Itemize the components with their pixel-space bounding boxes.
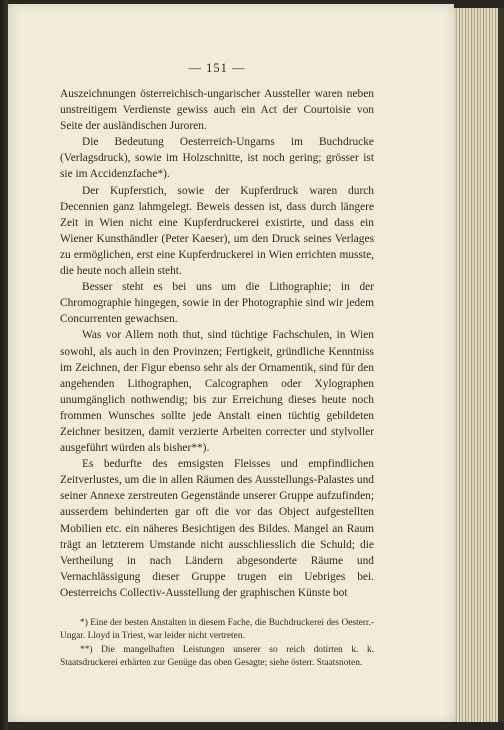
- paragraph: Besser steht es bei uns um die Lithographie; in der Chromographie hingegen, sowie in der Photographie sind wir jedem Concurrenten gewachsen.: [60, 281, 374, 326]
- paragraph: Was vor Allem noth thut, sind tüchtige Fachschulen, in Wien sowohl, als auch in den Provinzen; Fertigkeit, gründliche Kenntniss im Zeichnen, der Figur ebenso sehr als der Ornamentik, sind für den angehenden Lithographen, Calcographen oder Xylographen unumgänglich nothwendig; bis zur Erreichung dieses heute noch frommen Wunsches sollte jede Anstalt einen tüchtig gebildeten Zeichner besitzen, damit verzierte Arbeiten correcter und stylvoller ausgeführt würden als bisher**).: [60, 329, 374, 455]
- paragraph: Die Bedeutung Oesterreich-Ungarns im Buchdrucke (Verlagsdruck), sowie im Holzschnitte, ist noch gering; grösser ist sie im Accidenzfache*).: [60, 136, 374, 181]
- page-edges: [454, 8, 504, 722]
- body-text: [60, 86, 374, 601]
- footnote: **) Die mangelhaften Leistungen unserer so reich dotirten k. k. Staatsdruckerei erhärten zur Genüge das oben Gesagte; siehe österr. Staatsnoten.: [60, 644, 374, 669]
- paragraph: Der Kupferstich, sowie der Kupferdruck waren durch Decennien ganz lahmgelegt. Beweis dessen ist, dass durch längere Zeit in Wien nicht eine Kupferdruckerei existirte, und dass ein Wiener Kunsthändler (Peter Kaeser), um den Druck seines Verlages zu ermöglichen, erst eine Kupferdruckerei in Wien errichten musste, die heute noch allein steht.: [60, 184, 374, 278]
- paragraph: Es bedurfte des emsigsten Fleisses und empfindlichen Zeitverlustes, um die in allen Räumen des Ausstellungs-Palastes und seiner Annexe zerstreuten Gegenstände unserer Gruppe aufzufinden; ausserdem behinderten gar oft die vor das Object aufgestellten Mobilien etc. ein näheres Besichtigen des Bildes. Mangel an Raum trägt an letzterem Umstande nicht ausschliesslich die Schuld; die Vertheilung in nach Ländern abgesonderte Räume und Vernachlässigung dieser Gruppe trugen ein Uebriges bei. Oesterreichs Collectiv-Ausstellung der graphischen Künste bot: [60, 458, 374, 599]
- page-number: — 151 —: [188, 61, 246, 75]
- footnote-separator: [60, 601, 374, 617]
- footnotes: [60, 617, 374, 671]
- book-gutter-shadow: [0, 0, 8, 730]
- page-text-block: [60, 60, 374, 671]
- footnote: *) Eine der besten Anstalten in diesem Fache, die Buchdruckerei des Oesterr.-Ungar. Lloyd in Triest, war leider nicht vertreten.: [60, 618, 374, 642]
- paragraph: Auszeichnungen österreichisch-ungarischer Aussteller waren neben unstreitigem Verdienste gewiss auch ein Act der Courtoisie von Seite der ausländischen Juroren.: [60, 88, 374, 133]
